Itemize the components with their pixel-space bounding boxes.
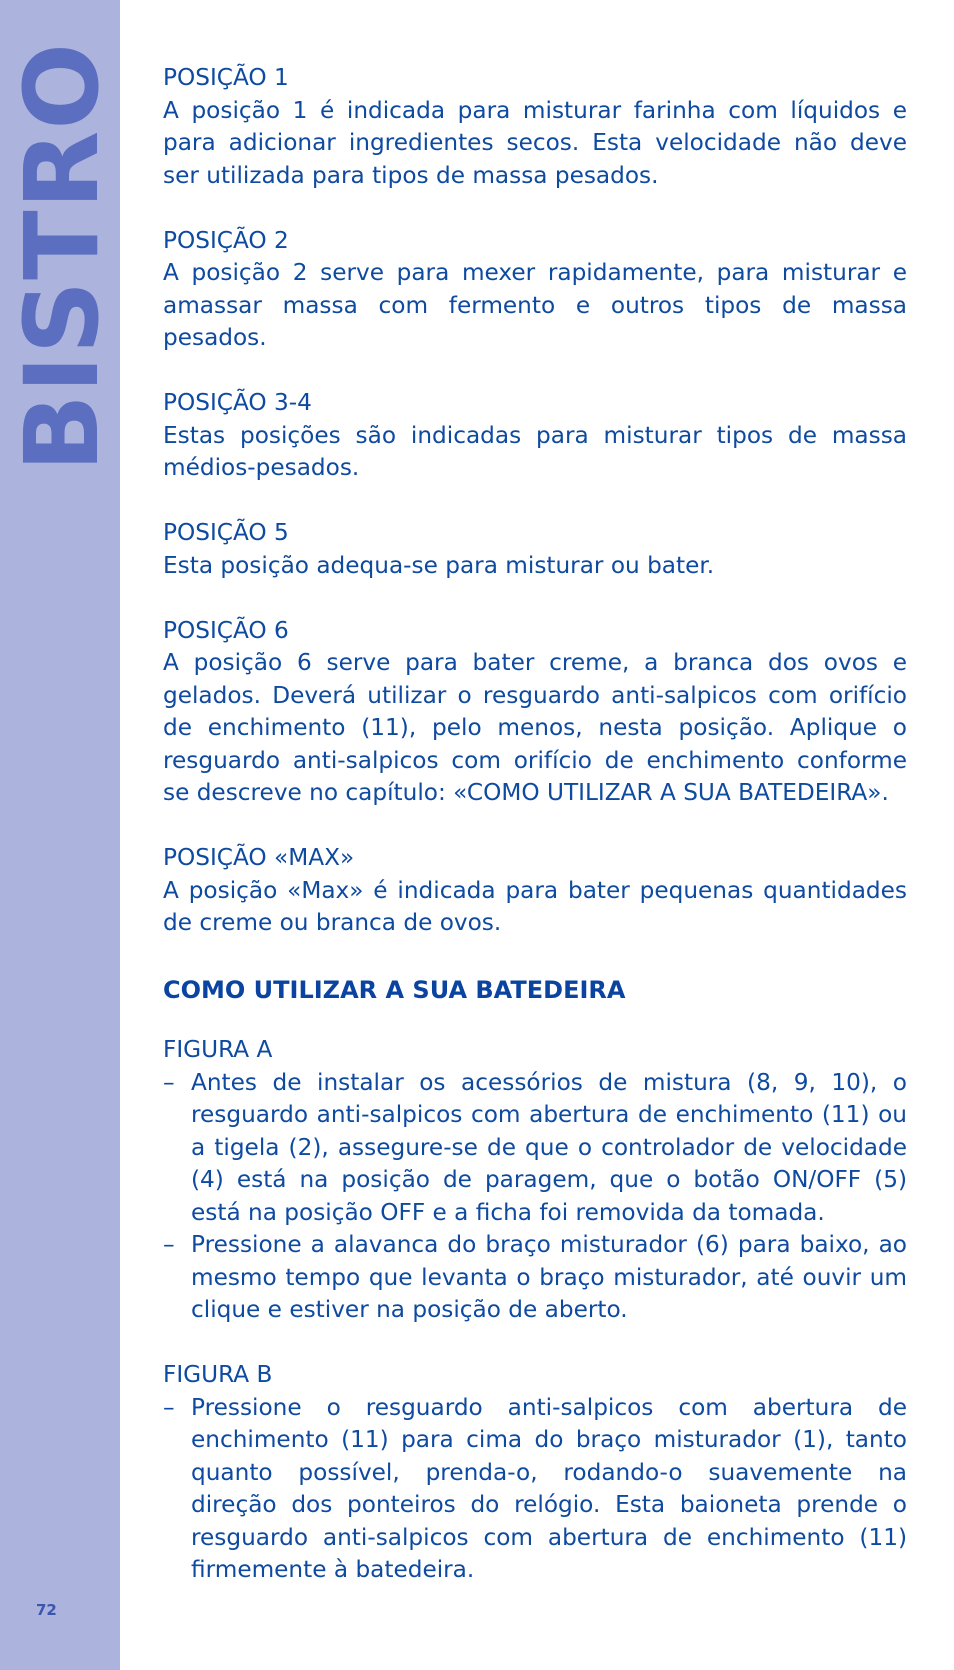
section-text: Estas posições são indicadas para misturar tipos de massa médios-pesados.	[163, 421, 907, 481]
bullet-dash: –	[163, 1068, 175, 1096]
section-heading: POSIÇÃO 3-4	[163, 389, 312, 416]
bullet-dash: –	[163, 1231, 175, 1258]
section-posicao-3-4	[163, 387, 907, 485]
bullet-dash: –	[163, 1393, 175, 1421]
figure-a-section	[163, 1034, 907, 1327]
instruction-list	[163, 1067, 907, 1327]
figure-heading: FIGURA B	[163, 1361, 273, 1388]
section-text: A posição 1 é indicada para misturar farinha com líquidos e para adicionar ingredientes secos. Esta velocidade não deve ser utilizada para tipos de massa pesados.	[163, 96, 907, 189]
page-content	[163, 62, 907, 1619]
section-posicao-2	[163, 225, 907, 355]
section-posicao-6	[163, 615, 907, 810]
page-number: 72	[36, 1601, 57, 1619]
figure-heading: FIGURA A	[163, 1036, 273, 1063]
section-posicao-max	[163, 842, 907, 940]
list-item	[163, 1229, 907, 1327]
section-text: A posição 2 serve para mexer rapidamente, para misturar e amassar massa com fermento e outros tipos de massa pesados.	[163, 259, 907, 351]
list-item-text: Pressione o resguardo anti-salpicos com abertura de enchimento (11) para cima do braço misturador (1), tanto quanto possível, prenda-o, rodando-o suavemente na direção dos ponteiros do relógio. Esta baioneta prende o resguardo anti-salpicos com abertura de enchimento (11) firmemente à batedeira.	[191, 1393, 907, 1583]
section-text: A posição «Max» é indicada para bater pequenas quantidades de creme ou branca de ovos.	[163, 876, 907, 936]
section-text: A posição 6 serve para bater creme, a branca dos ovos e gelados. Deverá utilizar o resguardo anti-salpicos com orifício de enchimento (11), pelo menos, nesta posição. Aplique o resguardo anti-salpicos com orifício de enchimento conforme se descreve no capítulo: «COMO UTILIZAR A SUA BATEDEIRA».	[163, 649, 907, 806]
list-item	[163, 1392, 907, 1587]
section-heading: POSIÇÃO 1	[163, 64, 289, 91]
list-item-text: Pressione a alavanca do braço misturador (6) para baixo, ao mesmo tempo que levanta o braço misturador, até ouvir um clique e estiver na posição de aberto.	[191, 1231, 907, 1323]
figure-b-section	[163, 1359, 907, 1587]
section-heading: POSIÇÃO 5	[163, 519, 289, 546]
section-title: COMO UTILIZAR A SUA BATEDEIRA	[163, 976, 626, 1004]
section-heading: POSIÇÃO 2	[163, 226, 289, 254]
list-item-text: Antes de instalar os acessórios de mistura (8, 9, 10), o resguardo anti-salpicos com abertura de enchimento (11) ou a tigela (2), assegure-se de que o controlador de velocidade (4) está na posição de paragem, que o botão ON/OFF (5) está na posição OFF e a ficha foi removida da tomada.	[191, 1068, 907, 1226]
section-posicao-1	[163, 62, 907, 192]
section-text: Esta posição adequa-se para misturar ou bater.	[163, 551, 715, 579]
list-item	[163, 1067, 907, 1230]
brand-logo: BISTRO	[3, 42, 122, 472]
section-heading: POSIÇÃO «MAX»	[163, 844, 355, 871]
instruction-list	[163, 1392, 907, 1587]
section-heading: POSIÇÃO 6	[163, 616, 289, 644]
section-posicao-5	[163, 517, 907, 582]
sidebar	[0, 0, 120, 1670]
